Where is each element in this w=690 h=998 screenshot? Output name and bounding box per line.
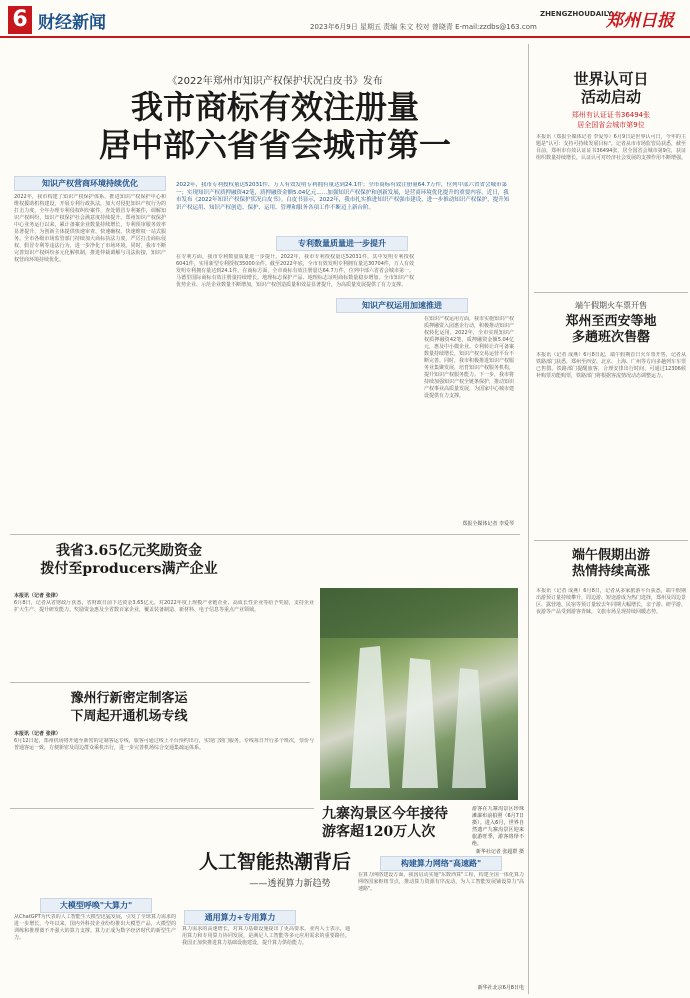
section-title: 财经新闻 [38, 13, 106, 33]
rail-title-line1: 郑州至西安等地 [565, 314, 657, 329]
main-body-col2: 在专利方面，我市专利数量质量进一步提升。2022年，我市专利授权量达52031件，其中发明专利授权6041件，实用新型专利授权35000余件。截至2022年底，全市有效发明专利拥有量达30704件，万人有效发明专利拥有量达到24.1件。在商标方面，全市商标有效注册量达64.7万件，位列中部六省省会城市第一。马德里国际商标有效注册量持续增长。地理标志保护产品、地理标志证明商标数量稳步增加。全市知识产权优势企业、示范企业数量不断增加，知识产权创造质量和效益显著提升，为高质量发展提供了有力支撑。 [176, 254, 414, 288]
ai-subhead-3: 构建算力网络"高速路" [380, 856, 502, 871]
train-byline: 本报讯（记者 张律） [14, 731, 61, 737]
divider-train [10, 808, 314, 809]
photo-credit: 新华社记者 张超群 摄 [475, 849, 524, 855]
newspaper-logo: 郑州日报 [606, 11, 674, 31]
main-body-col3: 在知识产权运用方面，我市实施知识产权质押融资入园惠企行动，积极推动知识产权转化运用。2022年，全市实现知识产权质押融资42笔，质押融资金额5.04亿元，惠及中小微企业。专利转让许可备案数量持续增长，知识产权交易运营平台不断完善。同时，我市积极推进知识产权服务业集聚发展，培育知识产权服务机构，提升知识产权服务能力。下一步，我市将持续加强知识产权全链条保护，推动知识产权事业高质量发展，为国家中心城市建设提供有力支撑。 [424, 316, 514, 399]
ai-byline: 新华社北京6月8日电 [477, 985, 524, 991]
main-headline-line1: 我市商标有效注册量 [130, 88, 419, 126]
tech-headline-line1: 我省3.65亿元奖励资金 [55, 543, 203, 559]
page-meta: 2023年6月9日 星期五 责编 朱文 校对 曾晓青 E-mail:zzdbs@163.com [310, 23, 537, 31]
travel-title: 热情持续高涨 [571, 564, 650, 579]
main-kicker: 《2022年郑州市知识产权保护状况白皮书》发布 [167, 76, 383, 87]
train-headline-line2: 下周起开通机场专线 [70, 709, 188, 724]
divider-right-1 [534, 292, 688, 293]
travel-body: 本报讯（记者 成燕）6月8日，记者从多家旅游平台获悉，端午假期出游预订量持续攀升，周边游、短途游成为热门选择，郑州及周边景区、露营地、民宿等预订量较去年同期大幅增长，亲子游、研学游、夜游等产品受到游客青睐，文旅市场呈现持续回暖态势。 [536, 588, 686, 615]
brand-english: ZHENGZHOUDAILY [540, 10, 613, 18]
waterfall-photo [320, 588, 518, 800]
subhead-transform: 知识产权运用加速推进 [336, 298, 468, 313]
event-sub-line1: 郑州有认证证书36494张 [571, 111, 651, 119]
subhead-protection: 知识产权营商环境持续优化 [14, 176, 166, 191]
rail-body: 本报讯（记者 成燕）6月8日起，端午假期首日火车票开售，记者从铁路部门获悉，郑州至西安、北京、上海、广州等方向多趟列车车票已售罄。铁路部门提醒旅客，合理安排出行时间，可通过12306候补购票功能购票，铁路部门将根据客流情况动态调整运力。 [536, 352, 686, 379]
main-summary: 2022年，我市专利授权量达52031件，万人有效发明专利拥有量达到24.1件；全市商标有效注册量64.7万件，位列中部六省省会城市第一；实现知识产权质押融资42笔，质押融资金额5.04亿元……加强知识产权保护和创新发展，是营商环境优化提升的重要内容。近日，我市发布《2022年知识产权保护状况白皮书》。白皮书显示，2022年，我市扎实推进知识产权强市建设，进一步推动知识产权保护，提升知识产权运用、知识产权创造、保护、运用、管理和服务各项工作不断迈上新台阶。 [176, 182, 510, 211]
header-rule [0, 36, 690, 38]
ai-subhead-1: 大模型呼唤"大算力" [40, 898, 152, 913]
travel-kicker: 端午假期出游 [571, 548, 650, 563]
ai-body-2: 算力需求的高速增长，对算力基础设施提出了更高要求。业内人士表示，通用算力和专用算力协同发展，是满足人工智能等多元应用需求的重要路径。我国正加快推进算力基础设施建设，提升算力供给能力。 [182, 926, 350, 946]
event-title-line2: 活动启动 [580, 88, 641, 106]
train-headline-line1: 豫州行新密定制客运 [70, 691, 188, 706]
ai-body-1: 从ChatGPT为代表的人工智能生大模型迅猛发展，引发了全球算力需求的进一步增长。今年以来，国内外科技企业纷纷推出大模型产品，大模型的训练和推理离不开强大的算力支撑。算力正成为数字经济时代的新型生产力。 [14, 914, 176, 941]
main-body-col1: 2022年，我市构建了知识产权保护体系，推进知识产权保护中心和维权援助机构建设，开展专利行政执法，加大对侵犯知识产权行为的打击力度，全年办理专利侵权纠纷案件，查处假冒专利案件，调解知识产权纠纷，知识产权保护社会满意度持续提升。郑州知识产权保护中心业务运行以来，累计备案企业数量持续增长，专利预审服务效率显著提升，为创新主体提供快速审查、快速确权、快速维权一站式服务。全市各级市场监管部门持续加大商标执法力度，严厉打击商标侵权、假冒专利等违法行为，进一步净化了市场环境。同时，我市不断完善知识产权纠纷多元化解机制，推进仲裁调解与司法衔接，知识产权营商环境持续优化。 [14, 194, 166, 263]
ai-subtitle: ——透视算力新趋势 [249, 879, 331, 889]
photo-caption-body: 游客在九寨沟景区珍珠滩瀑布前拍照（6月7日摄）。进入6月，世界自然遗产九寨沟景区迎来旅游旺季，游客络绎不绝。 [472, 806, 524, 846]
subhead-quality: 专利数量质量进一步提升 [276, 236, 408, 251]
event-sub-line2: 居全国省会城市第9位 [577, 121, 645, 129]
tech-headline-line2: 拨付至producers满产企业 [40, 561, 218, 577]
train-body: 6月12日起，郑州机场将开通至新密的定制客运专线，旅客可通过线上平台预约出行，实现门到门服务。专线每日开行多个班次，票价与普通客运一致，方便新密及周边群众乘机出行，进一步完善机场综合交通集疏运体系。 [14, 738, 314, 751]
divider-main [10, 534, 520, 535]
photo-caption-line1: 九寨沟景区今年接待 [322, 806, 448, 822]
rail-kicker: 端午假期火车票开售 [575, 301, 647, 310]
page-number: 6 [8, 6, 32, 34]
photo-caption-line2: 游客超120万人次 [322, 824, 436, 840]
divider-right-2 [534, 540, 688, 541]
divider-tech [10, 682, 310, 683]
event-body: 本报讯（郑报全媒体记者 李爱琴）6月9日是世界认可日，今年的主题是"认可：支持可持续发展目标"。记者从市市场监管局获悉，截至目前，郑州市有效认证证书36494张，居全国省会城市第9位，获证组织数量持续增长，认证认可对经济社会发展的支撑作用不断增强。 [536, 134, 686, 161]
ai-body-3: 在算力网络建设方面，我国启动实施"东数西算"工程，构建全国一体化算力网络国家枢纽节点，推动算力资源有序流动，为人工智能发展铺设算力"高速路"。 [358, 872, 524, 892]
main-headline-line2: 居中部六省省会城市第一 [98, 126, 451, 164]
tech-byline: 本报讯（记者 张律） [14, 593, 61, 599]
rail-title-line2: 多趟班次售罄 [571, 330, 650, 345]
main-byline: 郑报全媒体记者 李爱琴 [462, 521, 514, 527]
ai-headline: 人工智能热潮背后 [198, 851, 351, 873]
tech-body: 6月8日，记者从省财政厅获悉，省财政日前下达资金3.65亿元，对2022年度上规模产业链企业、高成长性企业等给予奖励，支持企业扩大生产、提升研发能力。奖励资金惠及全省数百家企业，覆盖装备制造、新材料、电子信息等重点产业领域。 [14, 600, 314, 613]
waterfall-illustration [320, 588, 518, 800]
ai-subhead-2: 通用算力+专用算力 [184, 910, 296, 925]
right-column-divider [528, 44, 529, 994]
event-title-line1: 世界认可日 [573, 70, 649, 88]
